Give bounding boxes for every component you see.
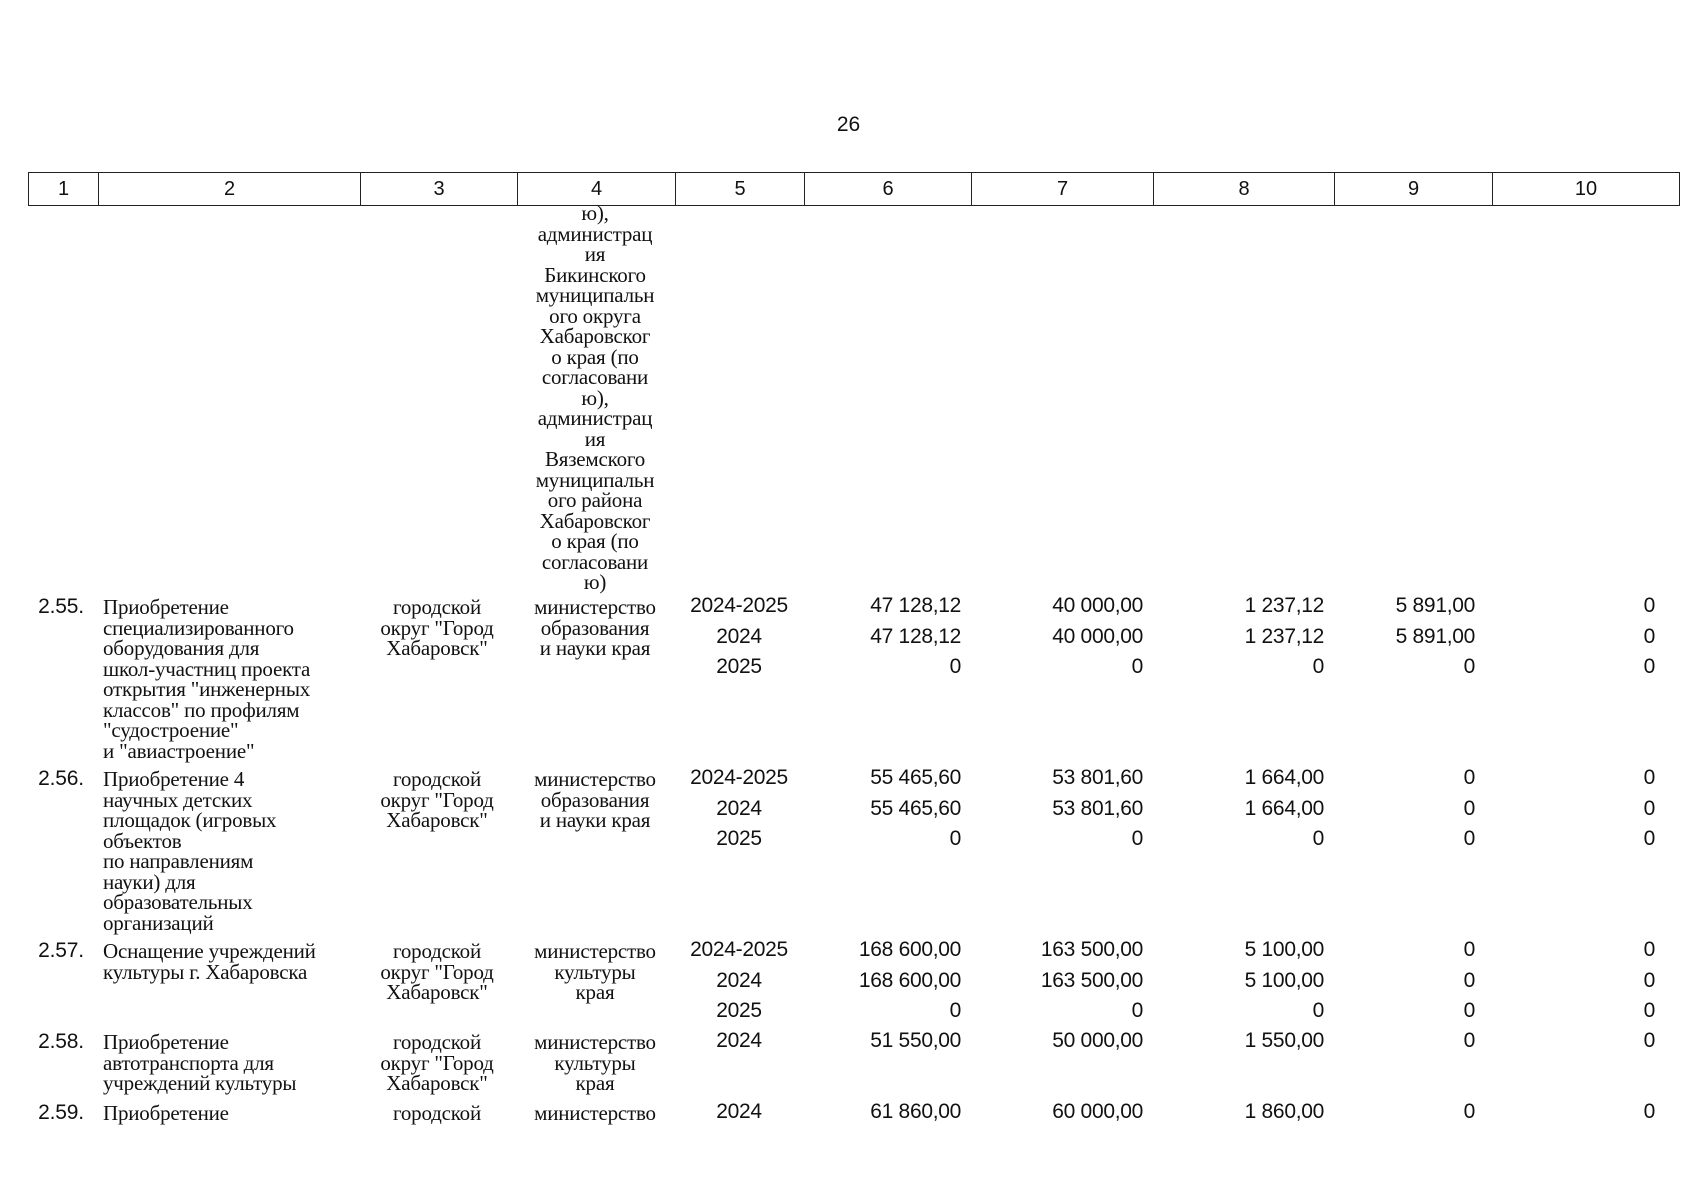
executor-continuation-line: ого района	[547, 488, 643, 512]
page-number: 26	[836, 113, 861, 136]
measure-name	[103, 769, 360, 933]
period	[676, 1097, 802, 1128]
measure-name-line: автотранспорта для	[103, 1050, 274, 1075]
amount-col-6-line: 168 600,00	[858, 968, 961, 992]
amount-col-8-line: 0	[1312, 999, 1324, 1022]
amount-col-7	[975, 763, 1143, 855]
executor-line: края	[575, 1071, 615, 1095]
amount-col-7-line: 40 000,00	[1052, 624, 1143, 648]
amount-col-10-line: 0	[1643, 594, 1655, 617]
executor-continuation-line: ия	[584, 426, 606, 451]
amount-col-7-line: 53 801,60	[1052, 766, 1143, 789]
executor-line: культуры	[554, 1050, 636, 1075]
amount-col-8-line: 1 237,12	[1244, 594, 1324, 617]
executor-continuation-line: Вяземского	[544, 447, 646, 471]
municipality-line: округ "Город	[380, 615, 494, 640]
executor-line: министерство	[534, 767, 656, 791]
municipality-line: Хабаровск"	[386, 980, 488, 1004]
municipality-line: округ "Город	[380, 787, 494, 812]
amount-col-10-line: 0	[1643, 968, 1655, 992]
amount-col-6	[804, 763, 961, 855]
header-col-3: 3	[361, 173, 518, 206]
amount-col-6-line: 47 128,12	[870, 594, 961, 617]
amount-col-9	[1336, 1026, 1475, 1057]
executor-line: образования	[540, 615, 650, 640]
header-col-6: 6	[805, 173, 972, 206]
measure-name-line: учреждений культуры	[103, 1071, 297, 1095]
period-line: 2024-2025	[690, 594, 788, 617]
municipality	[358, 1103, 516, 1124]
measure-name	[103, 597, 360, 761]
amount-col-8-line: 5 100,00	[1244, 938, 1324, 961]
measure-name-line: оборудования для	[103, 636, 260, 660]
header-col-4: 4	[518, 173, 676, 206]
executor-line: министерство	[534, 939, 656, 963]
executor-continuation-line: Хабаровског	[539, 508, 651, 533]
measure-name-line: культуры г. Хабаровска	[103, 959, 308, 984]
amount-col-7-line: 53 801,60	[1052, 796, 1143, 820]
amount-col-6-line: 55 465,60	[870, 766, 961, 789]
executor-line: края	[575, 980, 615, 1004]
amount-col-7	[975, 935, 1143, 1027]
period-line: 2025	[716, 827, 762, 850]
measure-name-line: специализированного	[103, 615, 294, 640]
amount-col-10-line: 0	[1643, 624, 1655, 648]
executor-line: и науки края	[539, 808, 651, 832]
executor	[516, 597, 674, 659]
measure-name-line: по направлениям	[103, 849, 254, 873]
amount-col-10-line: 0	[1643, 1029, 1655, 1052]
executor-continuation-line: ия	[584, 242, 606, 266]
amount-col-6-line: 55 465,60	[870, 796, 961, 820]
amount-col-8-line: 1 237,12	[1244, 624, 1324, 648]
amount-col-9-line: 0	[1463, 968, 1475, 992]
period-line: 2024	[716, 1029, 762, 1052]
period-line: 2025	[716, 655, 762, 678]
municipality-line: городской	[392, 939, 482, 963]
executor-continuation-line: согласовани	[541, 549, 649, 574]
executor-continuation-line: муниципальн	[535, 283, 655, 307]
period-line: 2024-2025	[690, 938, 788, 961]
amount-col-7	[975, 1097, 1143, 1128]
measure-name-line: классов" по профилям	[103, 697, 300, 722]
amount-col-8-line: 5 100,00	[1244, 968, 1324, 992]
row-number: 2.58.	[38, 1030, 84, 1053]
period	[676, 591, 802, 683]
amount-col-7-line: 163 500,00	[1040, 938, 1143, 961]
amount-col-9-line: 0	[1463, 1029, 1475, 1052]
amount-col-6-line: 168 600,00	[858, 938, 961, 961]
measure-name-line: площадок (игровых	[103, 808, 277, 832]
measure-name	[103, 941, 360, 982]
measure-name-line: науки) для	[103, 869, 196, 894]
amount-col-6-line: 51 550,00	[870, 1029, 961, 1052]
amount-col-9-line: 0	[1463, 999, 1475, 1022]
column-number-header	[28, 172, 1680, 206]
amount-col-9-line: 0	[1463, 766, 1475, 789]
period-line: 2024	[716, 796, 762, 820]
amount-col-6	[804, 1026, 961, 1057]
amount-col-6-line: 61 860,00	[870, 1100, 961, 1123]
amount-col-6-line: 47 128,12	[870, 624, 961, 648]
municipality-line: городской	[392, 1030, 482, 1054]
amount-col-9	[1336, 591, 1475, 683]
amount-col-6	[804, 591, 961, 683]
amount-col-7	[975, 591, 1143, 683]
measure-name-line: Приобретение	[103, 1030, 229, 1054]
amount-col-10-line: 0	[1643, 827, 1655, 850]
header-col-5: 5	[676, 173, 805, 206]
executor-continuation-line: Бикинского	[544, 262, 646, 287]
header-col-9: 9	[1335, 173, 1493, 206]
measure-name	[103, 1032, 360, 1094]
amount-col-8-line: 1 664,00	[1244, 766, 1324, 789]
period-line: 2024	[716, 624, 762, 648]
row-number: 2.57.	[38, 939, 84, 962]
period-line: 2024	[716, 968, 762, 992]
executor-continuation-line: администрац	[537, 221, 653, 246]
row-number: 2.56.	[38, 767, 84, 790]
amount-col-10-line: 0	[1643, 938, 1655, 961]
period	[676, 763, 802, 855]
measure-name-line: и "авиастроение"	[103, 738, 255, 763]
amount-col-7-line: 40 000,00	[1052, 594, 1143, 617]
amount-col-9-line: 5 891,00	[1395, 594, 1475, 617]
period-line: 2024-2025	[690, 766, 788, 789]
amount-col-7-line: 0	[1131, 999, 1143, 1022]
amount-col-7-line: 50 000,00	[1052, 1029, 1143, 1052]
measure-name-line: Приобретение	[103, 1101, 229, 1125]
executor-line: министерство	[534, 595, 656, 619]
amount-col-10-line: 0	[1643, 1100, 1655, 1123]
amount-col-7-line: 0	[1131, 655, 1143, 678]
amount-col-8	[1157, 1097, 1324, 1128]
measure-name-line: объектов	[103, 828, 182, 853]
amount-col-7-line: 60 000,00	[1052, 1100, 1143, 1123]
municipality-line: округ "Город	[380, 959, 494, 984]
amount-col-10	[1495, 763, 1655, 855]
executor-continuation-line: о края (по	[551, 529, 639, 553]
municipality	[358, 769, 516, 831]
amount-col-6-line: 0	[949, 827, 961, 850]
executor-line: и науки края	[539, 636, 651, 660]
municipality-line: городской	[392, 595, 482, 619]
period-line: 2025	[716, 999, 762, 1022]
municipality	[358, 1032, 516, 1094]
header-col-2: 2	[99, 173, 361, 206]
executor	[516, 1032, 674, 1094]
amount-col-9-line: 0	[1463, 827, 1475, 850]
municipality-line: городской	[392, 767, 482, 791]
executor-continuation-line: администрац	[537, 406, 653, 430]
amount-col-9-line: 0	[1463, 1100, 1475, 1123]
measure-name-line: научных детских	[103, 787, 253, 812]
measure-name-line: организаций	[103, 910, 214, 935]
measure-name-line: "судостроение"	[103, 718, 239, 742]
amount-col-9	[1336, 935, 1475, 1027]
amount-col-8-line: 1 664,00	[1244, 796, 1324, 820]
measure-name-line: Приобретение	[103, 595, 229, 619]
measure-name-line: школ-участниц проекта	[103, 656, 311, 681]
amount-col-6-line: 0	[949, 999, 961, 1022]
amount-col-9	[1336, 1097, 1475, 1128]
row-number: 2.55.	[38, 595, 84, 618]
amount-col-8-line: 0	[1312, 827, 1324, 850]
amount-col-9-line: 0	[1463, 655, 1475, 678]
executor-continuation-line: ю),	[581, 201, 609, 225]
amount-col-10-line: 0	[1643, 796, 1655, 820]
executor-continuation-line: муниципальн	[535, 467, 655, 492]
municipality-line: Хабаровск"	[386, 808, 488, 832]
amount-col-6-line: 0	[949, 655, 961, 678]
amount-col-10-line: 0	[1643, 655, 1655, 678]
amount-col-6	[804, 1097, 961, 1128]
measure-name-line: Оснащение учреждений	[103, 939, 316, 963]
period	[676, 935, 802, 1027]
amount-col-10-line: 0	[1643, 999, 1655, 1022]
period	[676, 1026, 802, 1057]
amount-col-8	[1157, 1026, 1324, 1057]
measure-name-line: образовательных	[103, 890, 253, 914]
executor-line: министерство	[534, 1101, 656, 1125]
executor-line: культуры	[554, 959, 636, 984]
row-number: 2.59.	[38, 1101, 84, 1124]
executor-continuation-line: согласовани	[541, 365, 649, 389]
period-line: 2024	[716, 1100, 762, 1123]
amount-col-8	[1157, 935, 1324, 1027]
municipality-line: Хабаровск"	[386, 636, 488, 660]
executor-continuation-line: о края (по	[551, 344, 639, 369]
header-col-8: 8	[1154, 173, 1335, 206]
measure-name-line: открытия "инженерных	[103, 677, 311, 701]
amount-col-8	[1157, 591, 1324, 683]
amount-col-10	[1495, 1026, 1655, 1057]
amount-col-7	[975, 1026, 1143, 1057]
measure-name	[103, 1103, 360, 1124]
municipality	[358, 941, 516, 1003]
executor-continuation-line: ого округа	[549, 303, 641, 328]
executor-continuation-line: Хабаровског	[539, 324, 651, 348]
amount-col-8	[1157, 763, 1324, 855]
amount-col-8-line: 1 550,00	[1244, 1029, 1324, 1052]
municipality-line: Хабаровск"	[386, 1071, 488, 1095]
amount-col-7-line: 163 500,00	[1040, 968, 1143, 992]
amount-col-9-line: 5 891,00	[1395, 624, 1475, 648]
amount-col-8-line: 0	[1312, 655, 1324, 678]
amount-col-8-line: 1 860,00	[1244, 1100, 1324, 1123]
executor-continuation-line: ю)	[583, 570, 607, 594]
header-col-7: 7	[972, 173, 1154, 206]
amount-col-10	[1495, 935, 1655, 1027]
amount-col-9-line: 0	[1463, 938, 1475, 961]
executor-line: образования	[540, 787, 650, 812]
amount-col-10	[1495, 1097, 1655, 1128]
header-col-1: 1	[29, 173, 99, 206]
amount-col-7-line: 0	[1131, 827, 1143, 850]
municipality-line: округ "Город	[380, 1050, 494, 1075]
amount-col-10-line: 0	[1643, 766, 1655, 789]
amount-col-9-line: 0	[1463, 796, 1475, 820]
executor-continuation	[516, 203, 674, 593]
amount-col-6	[804, 935, 961, 1027]
municipality-line: городской	[392, 1101, 482, 1125]
executor-line: министерство	[534, 1030, 656, 1054]
amount-col-10	[1495, 591, 1655, 683]
executor	[516, 1103, 674, 1124]
executor-continuation-line: ю),	[581, 385, 609, 410]
measure-name-line: Приобретение 4	[103, 767, 245, 791]
executor	[516, 941, 674, 1003]
municipality	[358, 597, 516, 659]
amount-col-9	[1336, 763, 1475, 855]
executor	[516, 769, 674, 831]
header-col-10: 10	[1493, 173, 1680, 206]
